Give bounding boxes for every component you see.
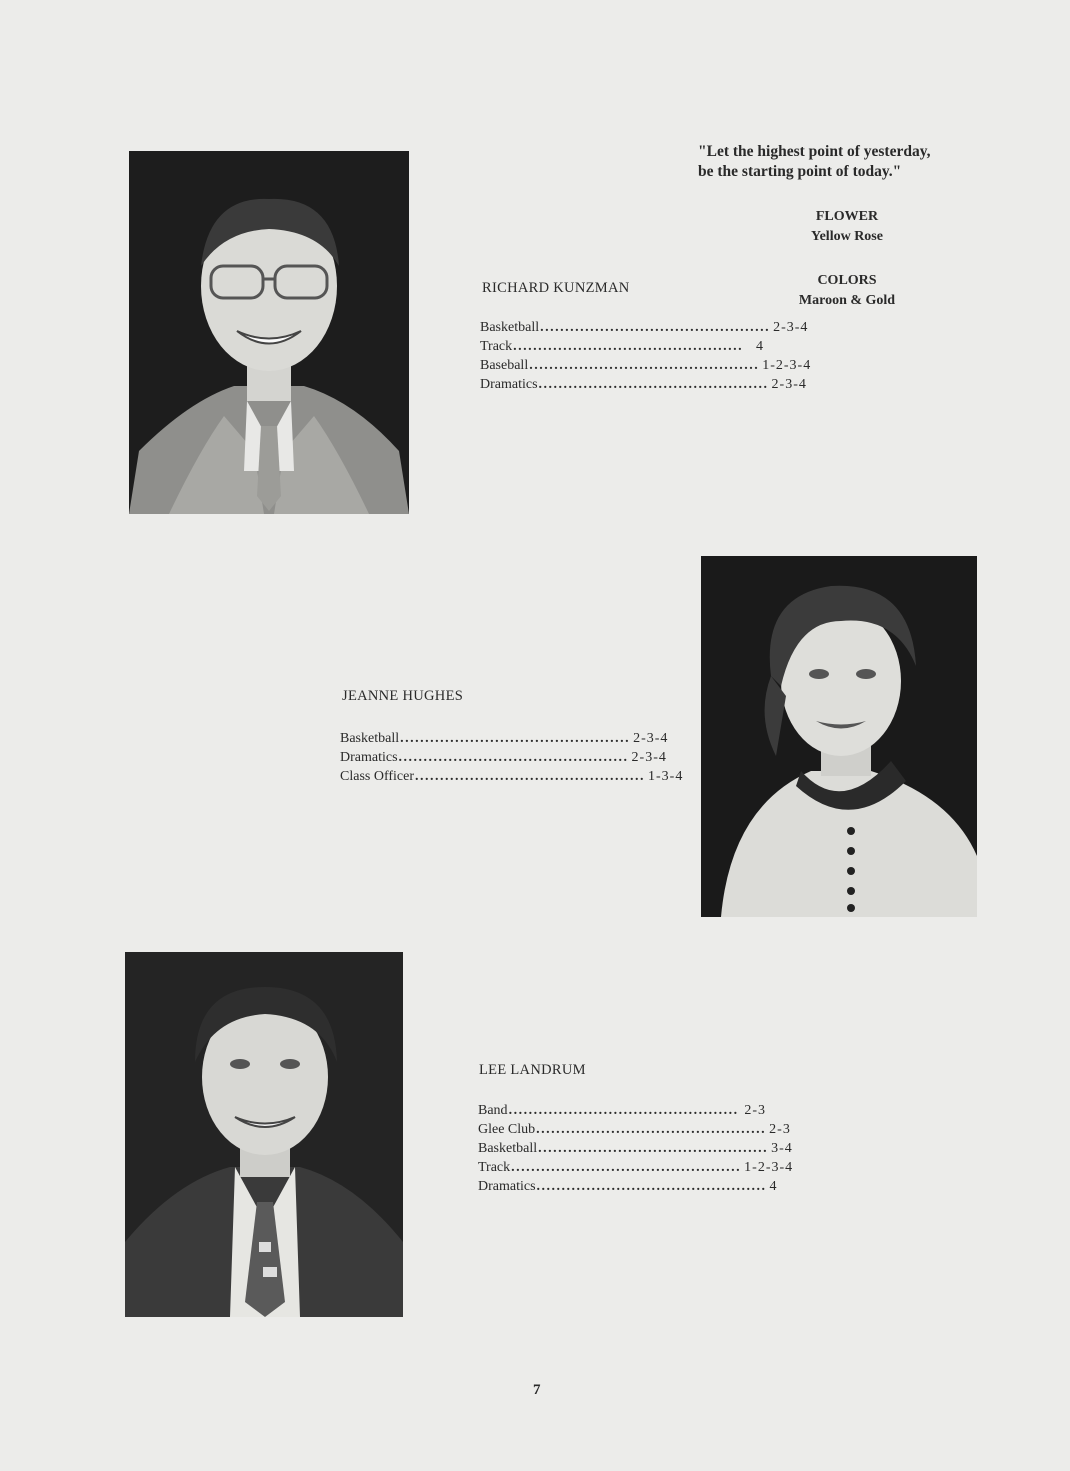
activity-label: Dramatics bbox=[478, 1179, 536, 1194]
leader-dots: .............................................. bbox=[538, 377, 769, 392]
activity-row bbox=[340, 748, 667, 767]
activity-row bbox=[478, 1158, 794, 1177]
activity-label: Basketball bbox=[340, 731, 400, 746]
portrait-richard-kunzman bbox=[129, 151, 409, 514]
page-number: 7 bbox=[533, 1382, 541, 1398]
colors-value: Maroon & Gold bbox=[798, 293, 896, 308]
senior-name: LEE LANDRUM bbox=[479, 1062, 586, 1078]
activity-row bbox=[480, 337, 764, 356]
activity-years: 2-3-4 bbox=[771, 377, 807, 392]
class-motto bbox=[698, 142, 1018, 182]
leader-dots: .............................................. bbox=[540, 320, 771, 335]
activity-row bbox=[480, 318, 809, 337]
leader-dots: .............................................. bbox=[415, 769, 645, 784]
activity-years: 4 bbox=[756, 339, 764, 354]
leader-dots: .............................................. bbox=[513, 339, 744, 354]
activity-row bbox=[478, 1139, 793, 1158]
colors-heading: COLORS bbox=[817, 273, 877, 288]
activity-label: Glee Club bbox=[478, 1122, 536, 1137]
activity-label: Track bbox=[478, 1160, 511, 1175]
activity-years: 3-4 bbox=[771, 1141, 793, 1156]
activity-label: Basketball bbox=[478, 1141, 538, 1156]
activity-years: 2-3-4 bbox=[773, 320, 809, 335]
flower-value: Yellow Rose bbox=[811, 229, 883, 244]
activity-row bbox=[480, 356, 812, 375]
activity-years: 1-3-4 bbox=[648, 769, 684, 784]
activity-years: 2-3 bbox=[744, 1103, 766, 1118]
leader-dots: .............................................. bbox=[400, 731, 631, 746]
activity-years: 1-2-3-4 bbox=[762, 358, 812, 373]
class-colors bbox=[752, 271, 942, 311]
activities-list bbox=[478, 1101, 794, 1196]
activity-row bbox=[478, 1177, 778, 1196]
portrait-jeanne-hughes bbox=[701, 556, 977, 917]
activities-list bbox=[480, 318, 812, 394]
senior-name: JEANNE HUGHES bbox=[342, 688, 464, 704]
activity-row bbox=[480, 375, 807, 394]
activity-years: 2-3-4 bbox=[631, 750, 667, 765]
activity-years: 2-3-4 bbox=[633, 731, 669, 746]
activity-row bbox=[340, 729, 669, 748]
leader-dots: .............................................. bbox=[536, 1179, 767, 1194]
leader-dots: .............................................. bbox=[398, 750, 629, 765]
leader-dots: .............................................. bbox=[536, 1122, 767, 1137]
activity-label: Dramatics bbox=[480, 377, 538, 392]
activity-label: Dramatics bbox=[340, 750, 398, 765]
activity-label: Band bbox=[478, 1103, 508, 1118]
activity-label: Track bbox=[480, 339, 513, 354]
activity-years: 4 bbox=[769, 1179, 778, 1194]
activity-row bbox=[478, 1101, 766, 1120]
activity-label: Class Officer bbox=[340, 769, 414, 784]
leader-dots: .............................................. bbox=[508, 1103, 739, 1118]
activity-years: 2-3 bbox=[769, 1122, 791, 1137]
senior-name: RICHARD KUNZMAN bbox=[482, 280, 630, 296]
leader-dots: .............................................. bbox=[529, 358, 760, 373]
activity-label: Basketball bbox=[480, 320, 540, 335]
class-flower bbox=[752, 207, 942, 247]
leader-dots: .............................................. bbox=[511, 1160, 742, 1175]
motto-line-2: be the starting point of today." bbox=[698, 163, 902, 180]
motto-line-1: "Let the highest point of yesterday, bbox=[698, 143, 931, 160]
activity-row bbox=[478, 1120, 791, 1139]
activity-years: 1-2-3-4 bbox=[744, 1160, 794, 1175]
flower-heading: FLOWER bbox=[815, 209, 879, 224]
activity-row bbox=[340, 767, 684, 786]
portrait-lee-landrum bbox=[125, 952, 403, 1317]
activities-list bbox=[340, 729, 684, 786]
activity-label: Baseball bbox=[480, 358, 529, 373]
leader-dots: .............................................. bbox=[538, 1141, 769, 1156]
